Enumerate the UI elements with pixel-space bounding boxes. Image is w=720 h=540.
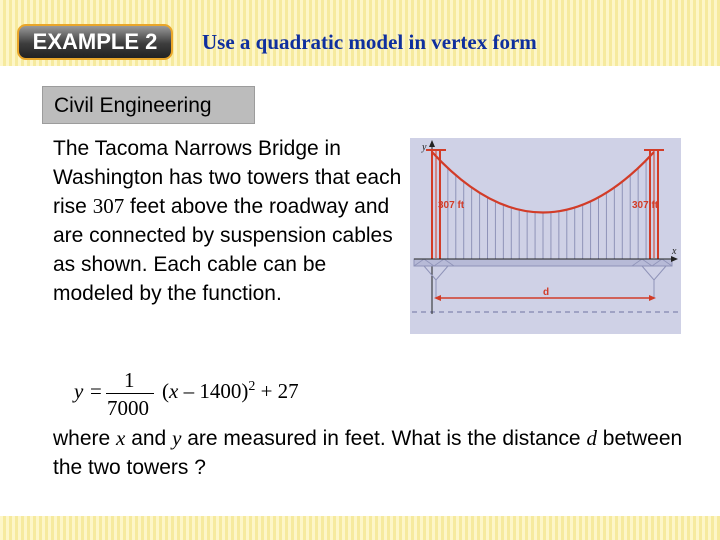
topic-label: Civil Engineering (42, 86, 255, 124)
example-badge: EXAMPLE 2 (17, 24, 173, 60)
formula-x: x (169, 379, 179, 403)
left-tower-height-label: 307 ft (438, 200, 465, 211)
footer-band (0, 516, 720, 540)
question-part: and (125, 427, 173, 450)
distance-label: d (543, 287, 550, 298)
fraction-bar (106, 393, 154, 394)
formula-plus: + 27 (255, 379, 299, 403)
question-part: are measured in feet. What is the distance (181, 427, 587, 450)
x-axis-label: x (672, 246, 677, 257)
question-text (53, 424, 693, 482)
open-paren: ( (162, 379, 169, 403)
lesson-title: Use a quadratic model in vertex form (202, 30, 537, 54)
tower-height-value: 307 (92, 194, 125, 218)
question-x: x (116, 426, 126, 450)
formula-term (162, 379, 299, 404)
question-part: where (53, 427, 117, 450)
y-axis-label: y (422, 142, 427, 153)
problem-text-part: feet above the roadway and are connected by suspension cables as shown. Each cable can be modeled by the function. (53, 195, 393, 305)
fraction-numerator: 1 (124, 368, 135, 392)
question-y: y (172, 426, 182, 450)
problem-text-part: The Tacoma Narrows Bridge in Washington has two towers that each rise (53, 137, 402, 218)
problem-statement (53, 134, 408, 308)
right-tower-height-label: 307 ft (632, 200, 659, 211)
question-d: d (586, 426, 597, 450)
formula-lhs: y = (74, 379, 103, 403)
bridge-diagram (410, 138, 681, 334)
formula-exponent: 2 (248, 379, 256, 394)
fraction-denominator: 7000 (107, 396, 149, 420)
formula-minus: – 1400) (178, 379, 249, 403)
question-part: between the two towers ? (53, 427, 683, 479)
